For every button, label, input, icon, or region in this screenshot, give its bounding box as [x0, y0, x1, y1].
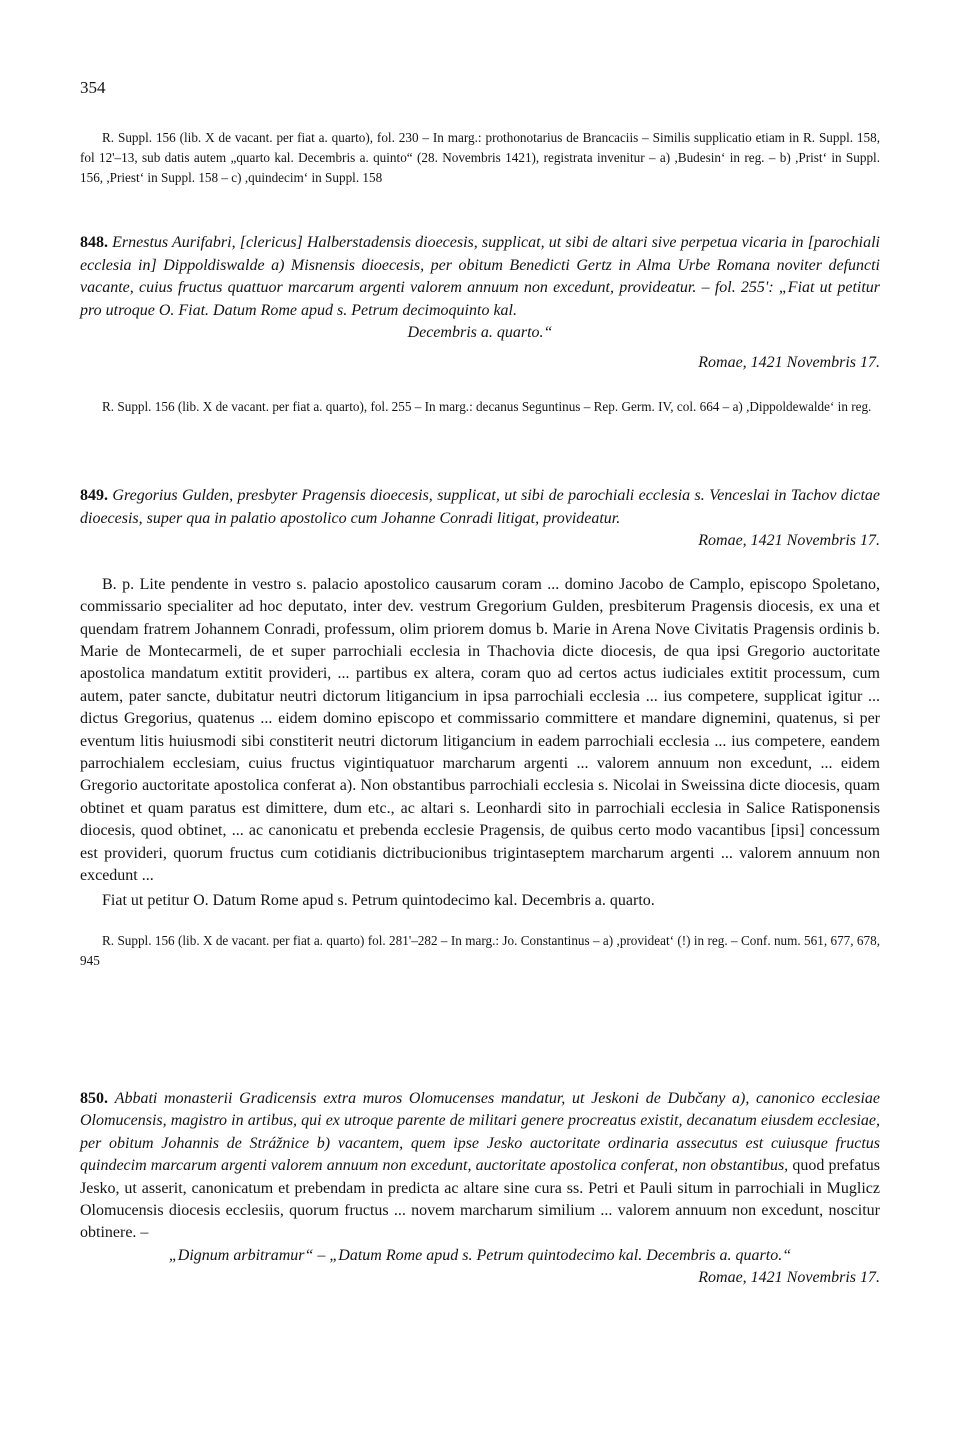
entry-848 [80, 232, 880, 417]
entry-850 [80, 1088, 880, 1290]
entry-850-date: Romae, 1421 Novembris 17. [698, 1269, 880, 1287]
footnote-text: R. Suppl. 156 (lib. X de vacant. per fiat a. quarto), fol. 230 – In marg.: prothonotarius de Brancaciis – Similis supplicatio etiam in R. Suppl. 158, fol 12'–13, sub datis autem „quarto kal. Decembris a. quinto“ (28. Novembris 1421), registrata invenitur – a) ,Budesin‘ in reg. – b) ,Prist‘ in Suppl. 156, ,Priest‘ in Suppl. 158 – c) ,quindecim‘ in Suppl. 158 [80, 130, 880, 185]
entry-850-quote-line: „Dignum arbitramur“ – „Datum Rome apud s. Petrum quintodecimo kal. Decembris a. quarto.“ [168, 1246, 792, 1264]
entry-849-note: R. Suppl. 156 (lib. X de vacant. per fiat a. quarto) fol. 281'–282 – In marg.: Jo. Constantinus – a) ,provideat‘ (!) in reg. – Conf. num. 561, 677, 678, 945 [80, 932, 880, 968]
entry-848-note: R. Suppl. 156 (lib. X de vacant. per fiat a. quarto), fol. 255 – In marg.: decanus Seguntinus – Rep. Germ. IV, col. 664 – a) ,Dippoldewalde‘ in reg. [102, 398, 872, 414]
page-number: 354 [80, 78, 106, 97]
entry-848-text: Ernestus Aurifabri, [clericus] Halberstadensis dioecesis, supplicat, ut sibi de altari sive perpetua vicaria in [parochiali ecclesia in] Dippoldiswalde a) Misnensis dioecesis, per obitum Benedicti Gertz in Alma Urbe Romana noviter defuncti vacante, cuius fructus quattuor marcarum argenti valorem annuum non excedunt, provideatur. – fol. 255': „Fiat ut petitur pro utroque O. Fiat. Datum Rome apud s. Petrum decimoquinto kal. [80, 234, 880, 319]
entry-849-fiat: Fiat ut petitur O. Datum Rome apud s. Petrum quintodecimo kal. Decembris a. quarto. [102, 892, 655, 910]
entry-849-text: Gregorius Gulden, presbyter Pragensis dioecesis, supplicat, ut sibi de parochiali ecclesia s. Venceslai in Tachov dictae dioecesis, super qua in palatio apostolico cum Johanne Conradi litigat, provideatur. [80, 487, 881, 527]
entry-849 [80, 485, 880, 971]
entry-849-body: B. p. Lite pendente in vestro s. palacio apostolico causarum coram ... domino Jacobo de Camplo, episcopo Spoletano, commissario specialiter ad hoc deputato, inter dev. vestrum Gregorium Gulden, presbiterum Pragensis diocesis, ex una et quendam fratrem Johannem Conradi, professum, olim priorem domus b. Marie in Arena Nove Civitatis Pragensis ordinis b. Marie de Montecarmeli, de et super parrochiali ecclesia in Thachovia dicte diocesis, de qua ipsi Gregorio auctoritate apostolica mandatum extitit provideri, ... partibus ex altera, coram quo ad certos actus iudiciales extitit processum, cum autem, pater sancte, dubitatur neutri dictorum litigancium in ipsa parrochiali ecclesia ... ius competere, supplicat igitur ... dictus Gregorius, quatenus ... eidem domino episcopo et commissario committere et mandare dignemini, quatenus, si per eventum litis huiusmodi sibi constiterit neutri dictorum litigancium in eadem parrochiali ecclesia ... ius competere, eandem parrochialem ecclesiam, cuius fructus vigintiquatuor marcharum argenti ... valorem annuum non excedunt, ... eidem Gregorio auctoritate apostolica conferat a). Non obstantibus parrochiali ecclesia s. Nicolai in Sweissina dicte diocesis, quam obtinet et quam paratus est dimittere, dum etc., ac altari s. Leonhardi sito in parrochiali ecclesia in Salice Ratisponensis diocesis, quod obtinet, ... ac canonicatu et prebenda ecclesie Pragensis, de quibus certo modo vacantibus [ipsi] concessum est provideri, quorum fructus cum cotidianis dictribucionibus trigintaseptem marcharum argenti ... valorem annuum non excedunt ... [80, 575, 880, 885]
entry-850-text-roman: quod prefatus Jesko, ut asserit, canonicatum et prebendam in predicta ac altare sine cura ss. Petri et Pauli situm in parrochiali in Muglicz Olomucensis diocesis ecclesiis, quorum fructus ... novem marcharum similium ... valorem annuum non excedunt, noscitur obtinere. – [80, 1157, 881, 1242]
entry-849-regest [80, 485, 880, 530]
entry-850-number: 850. [80, 1090, 108, 1107]
entry-848-regest [80, 232, 880, 322]
entry-849-date: Romae, 1421 Novembris 17. [698, 532, 880, 550]
entry-848-date: Romae, 1421 Novembris 17. [698, 353, 880, 371]
entry-848-number: 848. [80, 234, 108, 251]
entry-850-regest [80, 1088, 880, 1245]
entry-848-center-line: Decembris a. quarto.“ [407, 324, 553, 342]
entry-850-text-italic: Abbati monasterii Gradicensis extra muros Olomucenses mandatur, ut Jeskoni de Dubčany a), canonico ecclesiae Olomucensis, magistro in artibus, qui ex utroque parente de militari genere procreatus existit, decanatum eiusdem ecclesiae, per obitum Johannis de Strážnice b) vacantem, quem ipse Jesko auctoritate ordinaria assecutus est cuiusque fructus quindecim marcarum argenti valorem annuum non excedunt, auctoritate apostolica conferat, non obstantibus, [80, 1090, 880, 1175]
entry-849-number: 849. [80, 487, 108, 504]
footnote-top [80, 128, 880, 188]
